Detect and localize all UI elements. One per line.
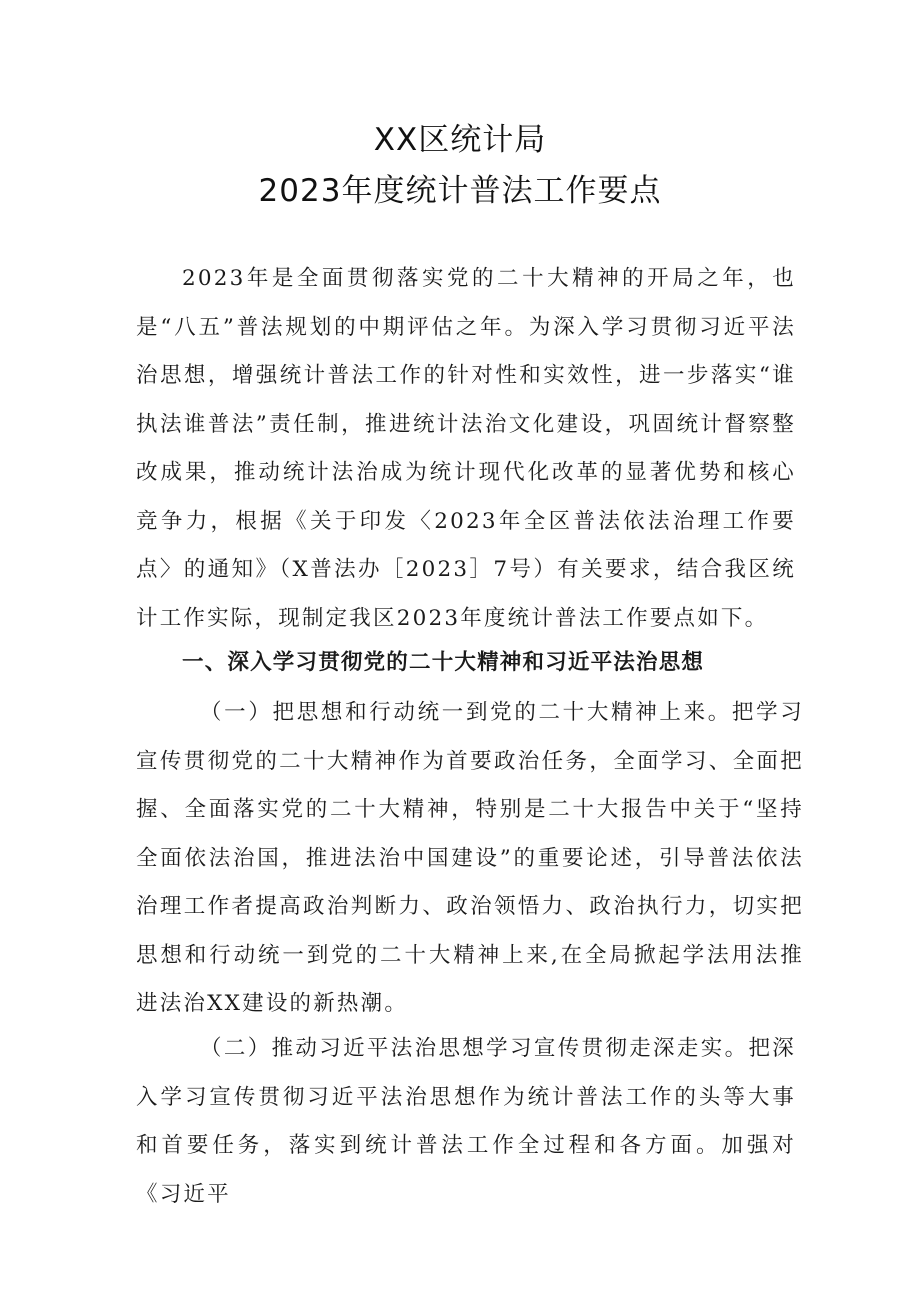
section-heading-1: 一、深入学习贯彻党的二十大精神和习近平法治思想 (182, 650, 705, 675)
document-title-line2: 2023年度统计普法工作要点 (258, 173, 662, 209)
section1-item1-paragraph: （一）把思想和行动统一到党的二十大精神上来。把学习宣传贯彻党的二十大精神作为首要政治任务，全面学习、全面把握、全面落实党的二十大精神，特别是二十大报告中关于“坚持全面依法治国，推进法治中国建设”的重要论述，引导普法依法治理工作者提高政治判断力、政治领悟力、政治执行力，切实把思想和行动统一到党的二十大精神上来,在全局掀起学法用法推进法治XX建设的新热潮。 (136, 700, 804, 1016)
section1-item2-paragraph: （二）推动习近平法治思想学习宣传贯彻走深走实。把深入学习宣传贯彻习近平法治思想作为统计普法工作的头等大事和首要任务，落实到统计普法工作全过程和各方面。加强对《习近平 (136, 1036, 796, 1207)
intro-paragraph: 2023年是全面贯彻落实党的二十大精神的开局之年，也是“八五”普法规划的中期评估之年。为深入学习贯彻习近平法治思想，增强统计普法工作的针对性和实效性，进一步落实“谁执法谁普法”责任制，推进统计法治文化建设，巩固统计督察整改成果，推动统计法治成为统计现代化改革的显著优势和核心竞争力，根据《关于印发〈2023年全区普法依法治理工作要点〉的通知》（X普法办［2023］7号）有关要求，结合我区统计工作实际，现制定我区2023年度统计普法工作要点如下。 (136, 266, 796, 631)
document-title-line1: XX区统计局 (373, 122, 547, 158)
